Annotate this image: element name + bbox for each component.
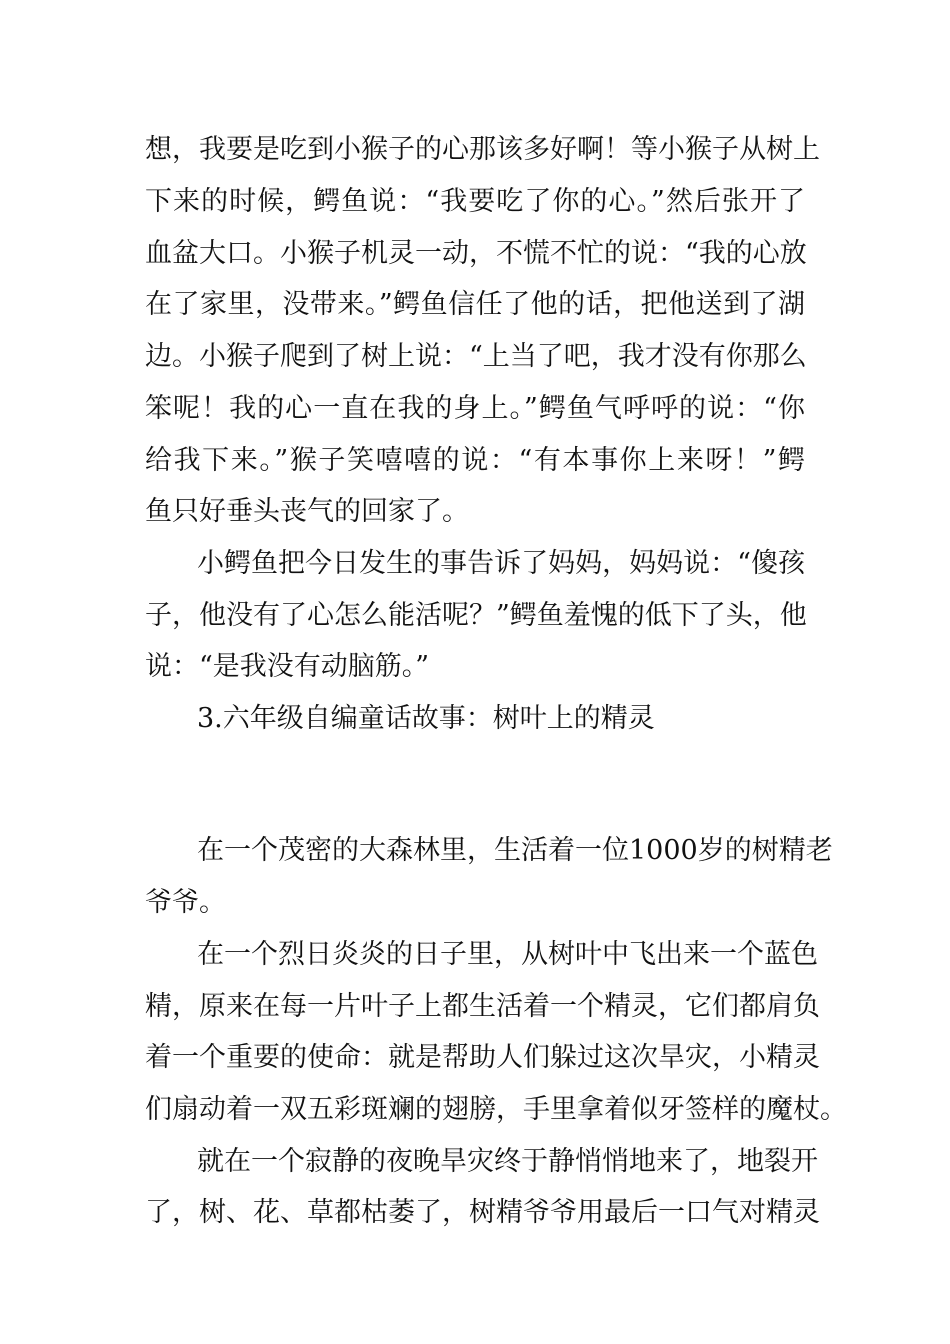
text-line: 下来的时候，鳄鱼说：“我要吃了你的心。”然后张开了	[145, 186, 805, 217]
text-line: 笨呢！我的心一直在我的身上。”鳄鱼气呼呼的说：“你	[145, 393, 805, 424]
paragraph-first-line: 在一个烈日炎炎的日子里，从树叶中飞出来一个蓝色	[197, 939, 818, 970]
paragraph-first-line: 小鳄鱼把今日发生的事告诉了妈妈，妈妈说：“傻孩	[197, 548, 805, 579]
section-heading: 3.六年级自编童话故事：树叶上的精灵	[197, 703, 655, 734]
text-line: 子，他没有了心怎么能活呢？”鳄鱼羞愧的低下了头，他	[145, 600, 807, 631]
paragraph-first-line: 就在一个寂静的夜晚旱灾终于静悄悄地来了，地裂开	[197, 1146, 818, 1177]
text-line: 在了家里，没带来。”鳄鱼信任了他的话，把他送到了湖	[145, 289, 805, 320]
text-line: 给我下来。”猴子笑嘻嘻的说：“有本事你上来呀！”鳄	[145, 445, 805, 476]
text-line: 精，原来在每一片叶子上都生活着一个精灵，它们都肩负	[145, 991, 820, 1022]
text-line: 说：“是我没有动脑筋。”	[145, 651, 430, 682]
text-line: 爷爷。	[145, 887, 226, 918]
text-line: 们扇动着一双五彩斑斓的翅膀，手里拿着似牙签样的魔杖。	[145, 1094, 847, 1125]
text-line: 边。小猴子爬到了树上说：“上当了吧，我才没有你那么	[145, 341, 807, 372]
text-line: 血盆大口。小猴子机灵一动，不慌不忙的说：“我的心放	[145, 238, 807, 269]
text-line: 了，树、花、草都枯萎了，树精爷爷用最后一口气对精灵	[145, 1197, 820, 1228]
text-line: 想，我要是吃到小猴子的心那该多好啊！等小猴子从树上	[145, 134, 820, 165]
paragraph-first-line: 在一个茂密的大森林里，生活着一位1000岁的树精老	[197, 835, 833, 866]
text-line: 着一个重要的使命：就是帮助人们躲过这次旱灾，小精灵	[145, 1042, 820, 1073]
text-line: 鱼只好垂头丧气的回家了。	[145, 496, 469, 527]
